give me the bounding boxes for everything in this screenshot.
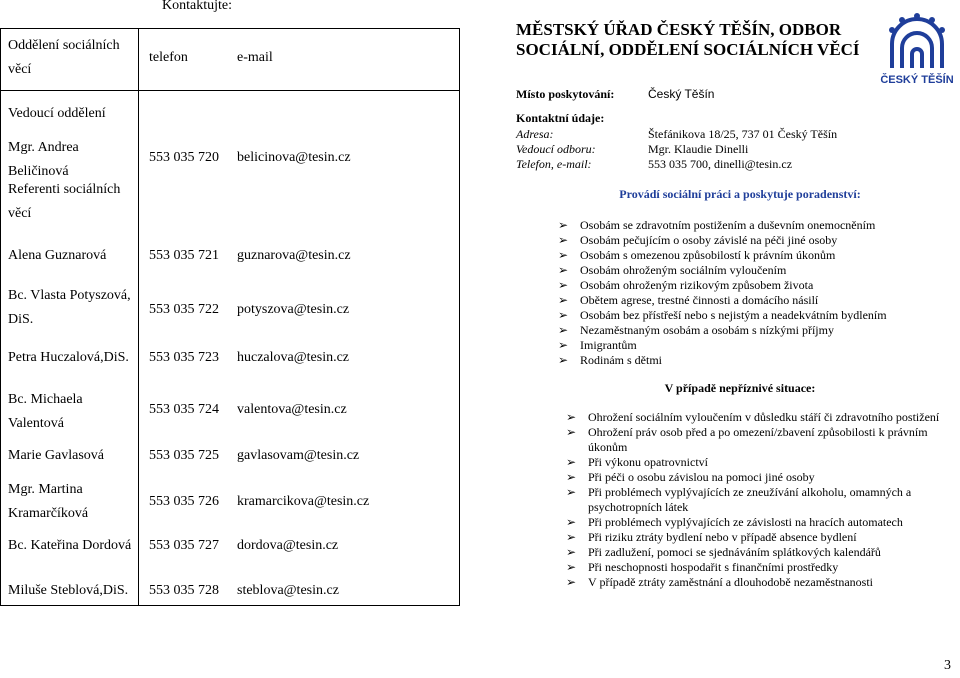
bullet-arrow-icon: ➢ bbox=[566, 515, 577, 529]
table-row-name: Bc. Kateřina Dordová bbox=[8, 538, 132, 553]
table-border-left bbox=[0, 28, 1, 606]
list-item-text: Nezaměstnaným osobám a osobám s nízkými příjmy bbox=[580, 323, 834, 337]
bullet-arrow-icon: ➢ bbox=[558, 248, 569, 262]
head-person-phone: 553 035 720 bbox=[149, 150, 219, 165]
list-item-text: Osobám bez přístřeší nebo s nejistým a neadekvátním bydlením bbox=[580, 308, 887, 322]
bullet-arrow-icon: ➢ bbox=[558, 233, 569, 247]
list-item bbox=[554, 218, 914, 233]
list-item-text: Osobám se zdravotním postižením a duševním onemocněním bbox=[580, 218, 876, 232]
bullet-arrow-icon: ➢ bbox=[566, 455, 577, 469]
phone-label: Telefon, e-mail: bbox=[516, 157, 592, 171]
list-item bbox=[554, 338, 914, 353]
contacts-title: Kontaktujte: bbox=[162, 0, 232, 13]
bullet-arrow-icon: ➢ bbox=[566, 530, 577, 544]
address-label: Adresa: bbox=[516, 127, 554, 141]
table-border-right bbox=[459, 28, 460, 606]
list-item bbox=[562, 470, 958, 485]
list-item bbox=[554, 353, 914, 368]
bullet-arrow-icon: ➢ bbox=[558, 308, 569, 322]
table-row-phone: 553 035 727 bbox=[149, 538, 219, 553]
list-item-text: Osobám ohroženým rizikovým způsobem života bbox=[580, 278, 814, 292]
head-person-name: Mgr. Andrea Beličinová bbox=[8, 140, 79, 179]
place-label: Místo poskytování: bbox=[516, 87, 615, 101]
table-row-email[interactable]: gavlasovam@tesin.cz bbox=[237, 448, 360, 463]
table-row-phone: 553 035 725 bbox=[149, 448, 219, 463]
table-row-phone: 553 035 721 bbox=[149, 248, 219, 263]
table-row-name: Petra Huczalová,DiS. bbox=[8, 350, 129, 365]
bullet-arrow-icon: ➢ bbox=[566, 485, 577, 499]
bullet-arrow-icon: ➢ bbox=[566, 545, 577, 559]
table-row-phone: 553 035 724 bbox=[149, 402, 219, 417]
table-row-name: Bc. Michaela Valentová bbox=[8, 392, 83, 431]
contact-heading: Kontaktní údaje: bbox=[516, 111, 605, 125]
list-item bbox=[554, 248, 914, 263]
bullet-arrow-icon: ➢ bbox=[558, 338, 569, 352]
city-logo bbox=[876, 10, 958, 88]
list-item bbox=[562, 425, 958, 455]
bullet-arrow-icon: ➢ bbox=[558, 323, 569, 337]
list-item-text: Osobám ohroženým sociálním vyloučením bbox=[580, 263, 787, 277]
list-item-text: Imigrantům bbox=[580, 338, 637, 352]
table-row-name: Miluše Steblová,DiS. bbox=[8, 583, 129, 598]
list-item-text: Při neschopnosti hospodařit s finančními prostředky bbox=[588, 560, 839, 574]
list-item-text: V případě ztráty zaměstnání a dlouhodobě nezaměstnanosti bbox=[588, 575, 874, 589]
list-item-text: Osobám pečujícím o osoby závislé na péči jiné osoby bbox=[580, 233, 838, 247]
svg-text:ČESKÝ TĚŠÍN: ČESKÝ TĚŠÍN bbox=[880, 74, 954, 86]
bullet-arrow-icon: ➢ bbox=[566, 410, 577, 424]
list-item bbox=[554, 308, 914, 323]
table-row-email[interactable]: valentova@tesin.cz bbox=[237, 402, 347, 417]
list-item bbox=[562, 560, 958, 575]
address-value: Štefánikova 18/25, 737 01 Český Těšín bbox=[648, 127, 838, 141]
table-row-email[interactable]: guznarova@tesin.cz bbox=[237, 248, 351, 263]
table-row-email[interactable]: huczalova@tesin.cz bbox=[237, 350, 350, 365]
table-border-bottom bbox=[0, 605, 460, 606]
head-label: Vedoucí odboru: bbox=[516, 142, 596, 156]
table-row-name: Marie Gavlasová bbox=[8, 448, 105, 463]
table-row-name: Alena Guznarová bbox=[8, 248, 107, 263]
list-item-text: Ohrožení práv osob před a po omezení/zbavení způsobilosti k právním úkonům bbox=[588, 425, 928, 454]
list-item bbox=[554, 278, 914, 293]
list-item bbox=[554, 233, 914, 248]
list-item bbox=[554, 293, 914, 308]
list-item-text: Obětem agrese, trestné činnosti a domácího násilí bbox=[580, 293, 819, 307]
city-logo-icon bbox=[876, 10, 958, 88]
services-heading: Provádí sociální práci a poskytuje poradenství: bbox=[619, 187, 861, 201]
list-item bbox=[562, 485, 958, 515]
table-row-name: Mgr. Martina Kramarčíková bbox=[8, 482, 89, 521]
table-row-email[interactable]: dordova@tesin.cz bbox=[237, 538, 339, 553]
office-title: MĚSTSKÝ ÚŘAD ČESKÝ TĚŠÍN, ODBOR SOCIÁLNÍ, ODDĚLENÍ SOCIÁLNÍCH VĚCÍ bbox=[516, 20, 860, 59]
table-row-email[interactable]: steblova@tesin.cz bbox=[237, 583, 339, 598]
list-item-text: Ohrožení sociálním vyloučením v důsledku stáří či zdravotního postižení bbox=[588, 410, 940, 424]
list-item-text: Osobám s omezenou způsobilostí k právním úkonům bbox=[580, 248, 836, 262]
bullet-arrow-icon: ➢ bbox=[566, 575, 577, 589]
list-item-text: Při riziku ztráty bydlení nebo v případě absence bydlení bbox=[588, 530, 857, 544]
bullet-arrow-icon: ➢ bbox=[558, 263, 569, 277]
head-label: Vedoucí oddělení bbox=[8, 106, 106, 121]
table-header-divider bbox=[0, 90, 460, 91]
table-row-phone: 553 035 722 bbox=[149, 302, 219, 317]
bullet-arrow-icon: ➢ bbox=[558, 353, 569, 367]
situations-heading: V případě nepříznivé situace: bbox=[664, 381, 816, 395]
table-row-phone: 553 035 723 bbox=[149, 350, 219, 365]
table-row-phone: 553 035 726 bbox=[149, 494, 219, 509]
place-value: Český Těšín bbox=[648, 87, 715, 101]
table-border-top bbox=[0, 28, 460, 29]
table-row-phone: 553 035 728 bbox=[149, 583, 219, 598]
list-item bbox=[562, 410, 958, 425]
contacts-table bbox=[0, 28, 460, 606]
list-item bbox=[554, 323, 914, 338]
head-value: Mgr. Klaudie Dinelli bbox=[648, 142, 749, 156]
list-item-text: Rodinám s dětmi bbox=[580, 353, 662, 367]
situations-list bbox=[562, 410, 958, 590]
list-item bbox=[554, 263, 914, 278]
header-department: Oddělení sociálních věcí bbox=[8, 38, 120, 77]
bullet-arrow-icon: ➢ bbox=[566, 470, 577, 484]
services-list bbox=[554, 218, 914, 368]
bullet-arrow-icon: ➢ bbox=[558, 218, 569, 232]
list-item-text: Při péči o osobu závislou na pomoci jiné osoby bbox=[588, 470, 815, 484]
list-item bbox=[562, 530, 958, 545]
list-item-text: Při zadlužení, pomoci se sjednáváním splátkových kalendářů bbox=[588, 545, 881, 559]
page-number: 3 bbox=[944, 658, 951, 673]
head-person-email: belicinova@tesin.cz bbox=[237, 150, 351, 165]
phone-value: 553 035 700, dinelli@tesin.cz bbox=[648, 157, 793, 171]
list-item-text: Při problémech vyplývajících ze zneužívání alkoholu, omamných a psychotropních látek bbox=[588, 485, 912, 514]
list-item-text: Při výkonu opatrovnictví bbox=[588, 455, 708, 469]
list-item bbox=[562, 455, 958, 470]
table-row-email[interactable]: potyszova@tesin.cz bbox=[237, 302, 350, 317]
list-item bbox=[562, 575, 958, 590]
header-phone: telefon bbox=[149, 50, 188, 65]
bullet-arrow-icon: ➢ bbox=[558, 293, 569, 307]
bullet-arrow-icon: ➢ bbox=[558, 278, 569, 292]
bullet-arrow-icon: ➢ bbox=[566, 425, 577, 439]
table-divider bbox=[138, 28, 139, 606]
workers-label: Referenti sociálních věcí bbox=[8, 182, 121, 221]
bullet-arrow-icon: ➢ bbox=[566, 560, 577, 574]
list-item bbox=[562, 545, 958, 560]
list-item-text: Při problémech vyplývajících ze závislosti na hracích automatech bbox=[588, 515, 903, 529]
table-row-name: Bc. Vlasta Potyszová, DiS. bbox=[8, 288, 131, 327]
header-email: e-mail bbox=[237, 50, 273, 65]
table-row-email[interactable]: kramarcikova@tesin.cz bbox=[237, 494, 370, 509]
list-item bbox=[562, 515, 958, 530]
